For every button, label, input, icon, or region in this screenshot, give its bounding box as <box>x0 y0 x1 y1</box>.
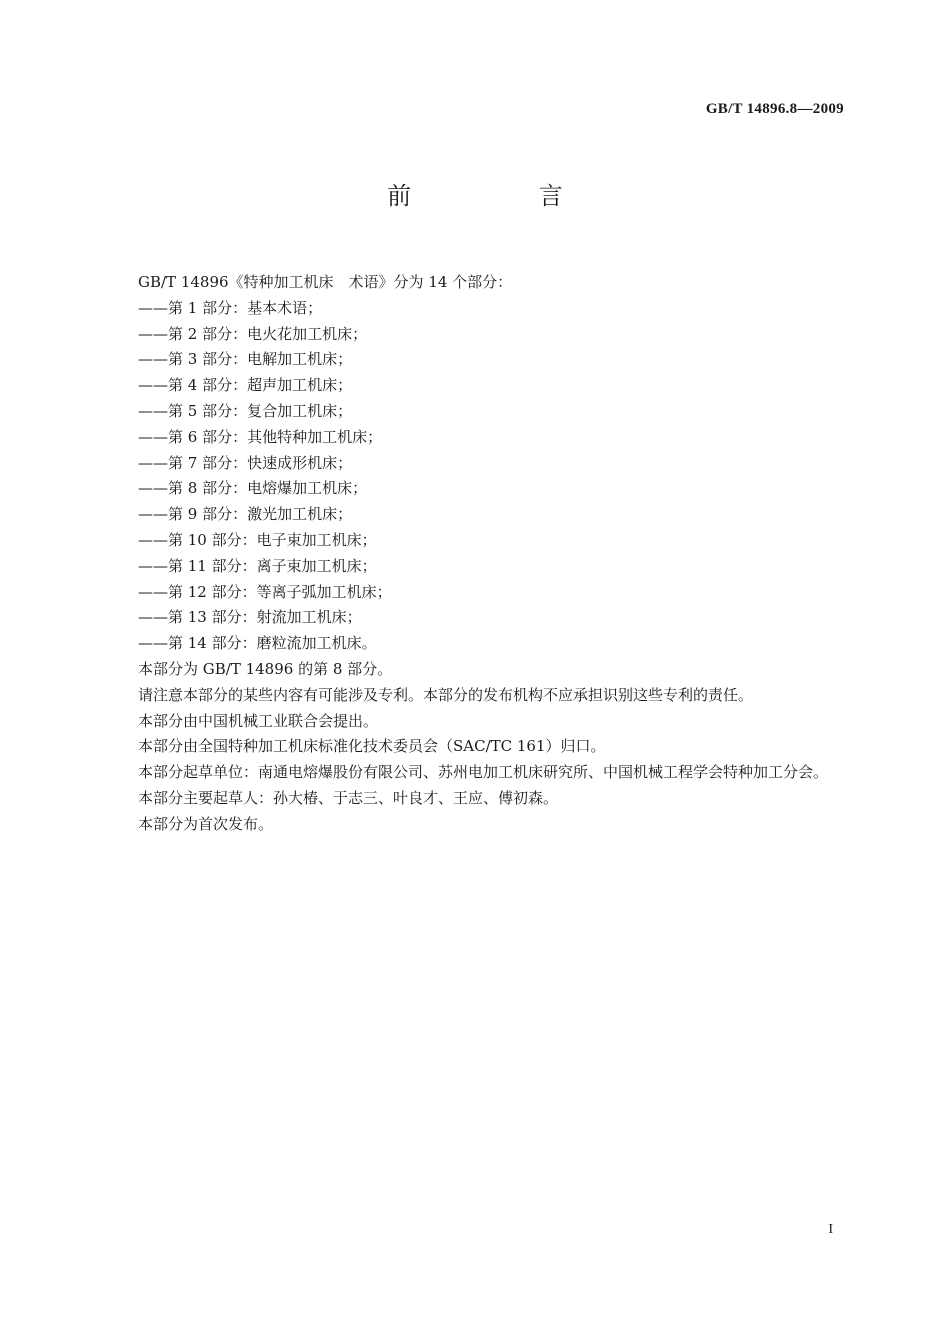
list-item: ——第 11 部分：离子束加工机床； <box>138 556 377 575</box>
parts-list <box>107 296 847 657</box>
list-item: ——第 2 部分：电火花加工机床； <box>138 324 368 343</box>
proposer-paragraph: 本部分由中国机械工业联合会提出。 <box>138 711 379 730</box>
list-item: ——第 13 部分：射流加工机床； <box>138 608 362 627</box>
list-item: ——第 1 部分：基本术语； <box>138 298 323 317</box>
drafting-units-paragraph: 本部分起草单位：南通电熔爆股份有限公司、苏州电加工机床研究所、中国机械工程学会特种加工分会。 <box>138 763 829 782</box>
foreword-body <box>107 270 847 838</box>
page-number: I <box>828 1222 833 1237</box>
standard-code: GB/T 14896.8—2009 <box>705 101 844 117</box>
list-item: ——第 5 部分：复合加工机床； <box>138 401 353 420</box>
list-item: ——第 7 部分：快速成形机床； <box>138 453 353 472</box>
part-number-paragraph: 本部分为 GB/T 14896 的第 8 部分。 <box>138 659 393 678</box>
drafters-paragraph: 本部分主要起草人：孙大椿、于志三、叶良才、王应、傅初森。 <box>138 788 559 807</box>
page-title: 前 言 <box>387 182 623 210</box>
list-item: ——第 14 部分：磨粒流加工机床。 <box>138 634 377 653</box>
intro-paragraph: GB/T 14896《特种加工机床 术语》分为 14 个部分： <box>138 273 513 291</box>
first-issue-paragraph: 本部分为首次发布。 <box>138 814 274 833</box>
list-item: ——第 6 部分：其他特种加工机床； <box>138 427 383 446</box>
list-item: ——第 10 部分：电子束加工机床； <box>138 530 377 549</box>
list-item: ——第 12 部分：等离子弧加工机床； <box>138 582 392 601</box>
patent-notice-paragraph: 请注意本部分的某些内容有可能涉及专利。本部分的发布机构不应承担识别这些专利的责任。 <box>138 685 754 704</box>
list-item: ——第 8 部分：电熔爆加工机床； <box>138 479 368 498</box>
list-item: ——第 9 部分：激光加工机床； <box>138 505 353 524</box>
list-item: ——第 4 部分：超声加工机床； <box>138 376 353 395</box>
committee-paragraph: 本部分由全国特种加工机床标准化技术委员会（SAC/TC 161）归口。 <box>138 737 606 756</box>
list-item: ——第 3 部分：电解加工机床； <box>138 350 353 369</box>
